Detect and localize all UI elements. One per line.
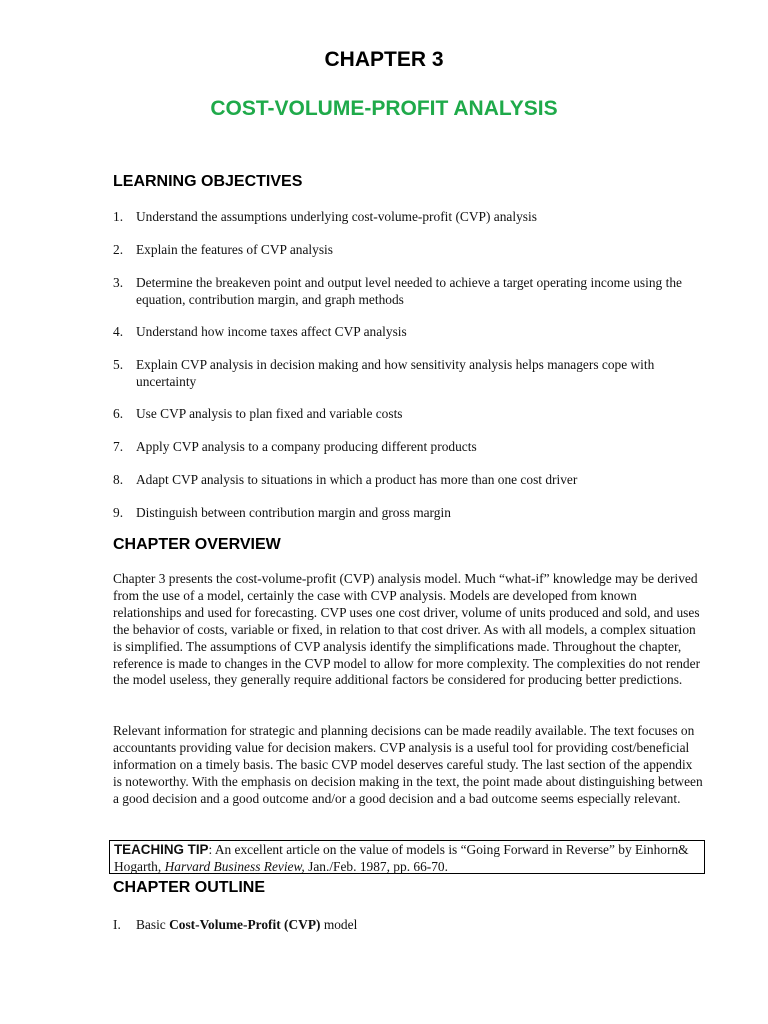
objective-number: 5. (113, 357, 124, 372)
objective-number: 7. (113, 439, 124, 454)
chapter-title: COST-VOLUME-PROFIT ANALYSIS (210, 97, 558, 120)
outline-number: I. (113, 917, 121, 932)
chapter-outline-heading: CHAPTER OUTLINE (113, 879, 265, 896)
overview-paragraph: Chapter 3 presents the cost-volume-profit (CVP) analysis model. Much “what-if” knowledge may be derived from the use of a model, certainly the case with CVP analysis. Models are developed from known relationships and used for forecasting. CVP uses one cost driver, volume of units produced and sold, and uses the behavior of costs, variable or fixed, in relation to that cost driver. As with all models, a complex situation is simplified. The assumptions of CVP analysis identify the simplifications made. Throughout the chapter, reference is made to changes in the CVP model to allow for more complexity. The complexities do not render the model useless, they generally require additional factors be considered for producing better predictions. (113, 571, 701, 688)
overview-paragraph: Relevant information for strategic and planning decisions can be made readily available. The text focuses on accountants providing value for decision makers. CVP analysis is a useful tool for providing cost/beneficial information on a timely basis. The basic CVP model deserves careful study. The last section of the appendix is noteworthy. With the emphasis on decision making in the text, the point made about distinguishing between a good decision and a good outcome and/or a good decision and a bad outcome seems especially relevant. (113, 723, 703, 806)
objective-text: Use CVP analysis to plan fixed and variable costs (136, 406, 403, 421)
objective-text: Explain CVP analysis in decision making and how sensitivity analysis helps managers cope with uncertainty (136, 357, 655, 389)
objective-text: Understand how income taxes affect CVP analysis (136, 324, 407, 339)
objective-item (113, 504, 713, 521)
objective-number: 1. (113, 209, 124, 224)
objective-number: 4. (113, 324, 124, 339)
objective-number: 6. (113, 406, 124, 421)
objective-number: 2. (113, 242, 124, 257)
objective-text: Explain the features of CVP analysis (136, 242, 333, 257)
teaching-tip-text: : An excellent article on the value of models is “Going Forward in Reverse” by Einhorn& Hogarth, (114, 842, 689, 874)
outline-item (113, 916, 357, 933)
objective-item (113, 241, 713, 258)
objective-number: 8. (113, 472, 124, 487)
objective-number: 3. (113, 275, 124, 290)
objective-text: Determine the breakeven point and output level needed to achieve a target operating income using the equation, contribution margin, and graph methods (136, 275, 682, 307)
objective-text: Apply CVP analysis to a company producing different products (136, 439, 477, 454)
objective-item (113, 438, 713, 455)
objective-item (113, 208, 713, 225)
outline-text: Basic (136, 917, 170, 932)
teaching-tip-box (109, 840, 705, 874)
objective-item (113, 323, 713, 340)
objective-item (113, 471, 713, 488)
outline-bold-text: Cost-Volume-Profit (CVP) (169, 917, 321, 932)
chapter-number: CHAPTER 3 (324, 48, 444, 71)
teaching-tip-citation: Jan./Feb. 1987, pp. 66-70. (304, 858, 448, 874)
objective-item (113, 274, 713, 308)
teaching-tip-source: Harvard Business Review, (164, 858, 305, 874)
learning-objectives-list (113, 208, 713, 537)
objective-text: Understand the assumptions underlying cost-volume-profit (CVP) analysis (136, 209, 537, 224)
objective-text: Distinguish between contribution margin and gross margin (136, 505, 451, 520)
objective-item (113, 405, 713, 422)
outline-text-suffix: model (320, 917, 358, 932)
learning-objectives-heading: LEARNING OBJECTIVES (113, 173, 303, 190)
objective-item (113, 356, 713, 390)
objective-text: Adapt CVP analysis to situations in which a product has more than one cost driver (136, 472, 578, 487)
chapter-overview-heading: CHAPTER OVERVIEW (113, 536, 281, 553)
objective-number: 9. (113, 505, 124, 520)
teaching-tip-label: TEACHING TIP (114, 842, 209, 857)
